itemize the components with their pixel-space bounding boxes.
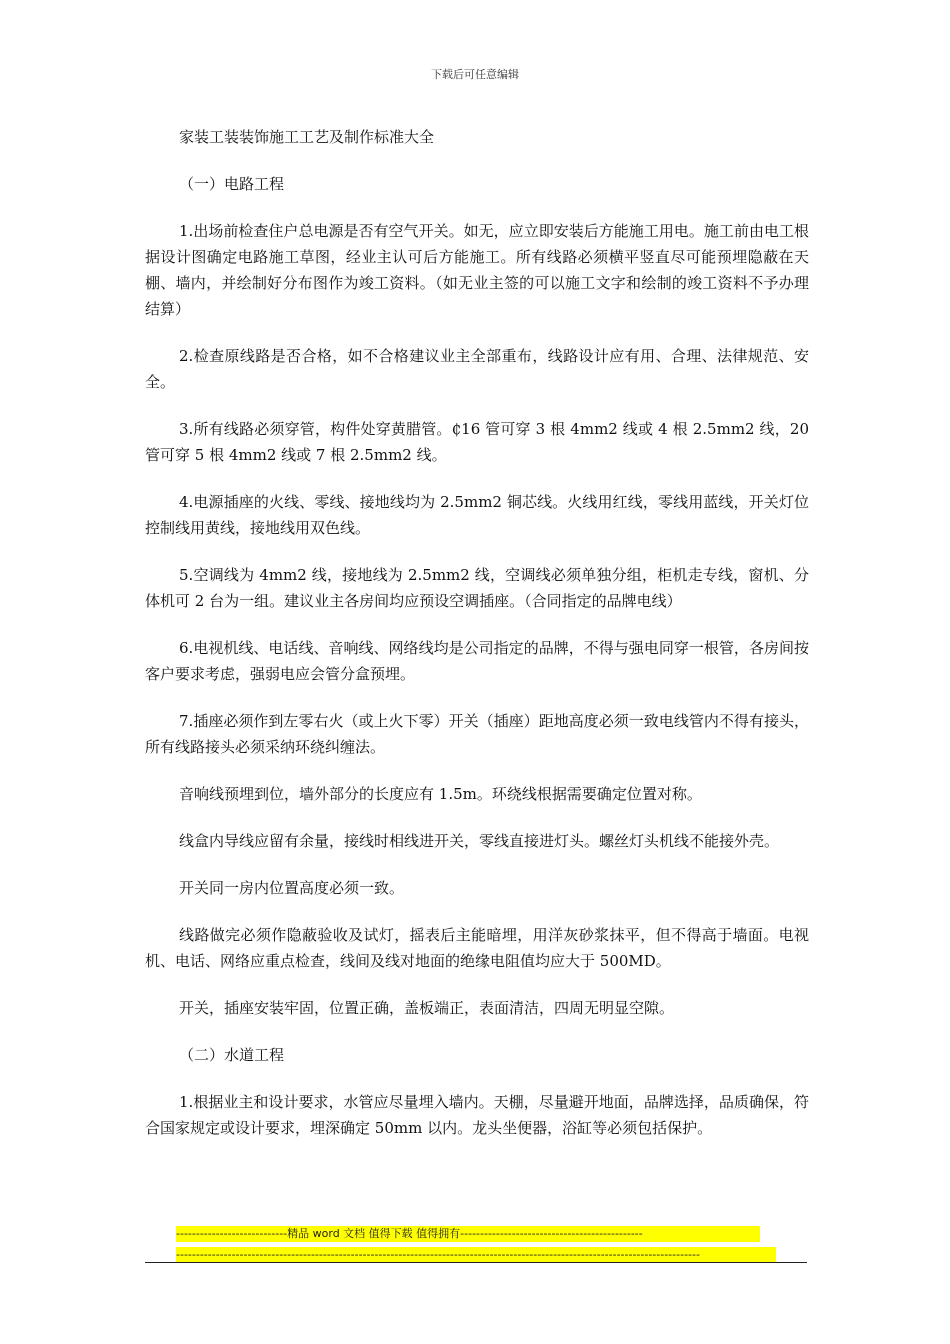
document-body (145, 124, 809, 1162)
paragraph: 6.电视机线、电话线、音响线、网络线均是公司指定的品牌，不得与强电同穿一根管，各房间按客户要求考虑，强弱电应会管分盒预埋。 (145, 639, 809, 683)
paragraph: 1.根据业主和设计要求，水管应尽量埋入墙内。天棚，尽量避开地面，品牌选择，品质确保，符合国家规定或设计要求，埋深确定 50mm 以内。龙头坐便器，浴缸等必须包括保护。 (145, 1093, 809, 1137)
paragraph: 线盒内导线应留有余量，接线时相线进开关，零线直接进灯头。螺丝灯头机线不能接外壳。 (179, 832, 780, 850)
footer-divider (145, 1262, 807, 1263)
paragraph: 4.电源插座的火线、零线、接地线均为 2.5mm2 铜芯线。火线用红线，零线用蓝线，开关灯位控制线用黄线，接地线用双色线。 (145, 493, 809, 537)
footer-banner-line-1: ----------------------------精品 word 文档 值得下载 值得拥有---------------------------------------------- (176, 1226, 760, 1242)
footer-banner-line-2: ------------------------------------------------------------------------------------------------------------------------------------ (176, 1247, 776, 1263)
paragraph: 5.空调线为 4mm2 线，接地线为 2.5mm2 线，空调线必须单独分组，柜机走专线，窗机、分体机可 2 台为一组。建议业主各房间均应预设空调插座。（合同指定的品牌电线） (145, 566, 809, 610)
paragraph: 开关同一房内位置高度必须一致。 (179, 879, 405, 897)
paragraph: 2.检查原线路是否合格，如不合格建议业主全部重布，线路设计应有用、合理、法律规范、安全。 (145, 347, 809, 391)
paragraph: 7.插座必须作到左零右火（或上火下零）开关（插座）距地高度必须一致电线管内不得有接头，所有线路接头必须采纳环绕纠缠法。 (145, 712, 809, 756)
paragraph: 3.所有线路必须穿管，构件处穿黄腊管。₵16 管可穿 3 根 4mm2 线或 4 根 2.5mm2 线，20 管可穿 5 根 4mm2 线或 7 根 2.5mm2 线。 (145, 420, 809, 464)
page-header: 下载后可任意编辑 (431, 68, 519, 81)
paragraph: 1.出场前检查住户总电源是否有空气开关。如无，应立即安装后方能施工用电。施工前由电工根据设计图确定电路施工草图，经业主认可后方能施工。所有线路必须横平竖直尽可能预埋隐蔽在天棚、墙内，并绘制好分布图作为竣工资料。（如无业主签的可以施工文字和绘制的竣工资料不予办理结算） (145, 222, 809, 318)
paragraph: 开关，插座安装牢固，位置正确，盖板端正，表面清洁，四周无明显空隙。 (179, 999, 675, 1017)
paragraph: 线路做完必须作隐蔽验收及试灯，摇表后主能暗埋，用洋灰砂浆抹平，但不得高于墙面。电视机、电话、网络应重点检查，线间及线对地面的绝缘电阻值均应大于 500MD。 (145, 926, 809, 970)
section-heading-plumbing: （二）水道工程 (179, 1046, 285, 1064)
document-title: 家装工装装饰施工工艺及制作标准大全 (179, 128, 435, 146)
paragraph: 音响线预埋到位，墙外部分的长度应有 1.5m。环绕线根据需要确定位置对称。 (179, 785, 702, 803)
section-heading-electrical: （一）电路工程 (179, 175, 285, 193)
